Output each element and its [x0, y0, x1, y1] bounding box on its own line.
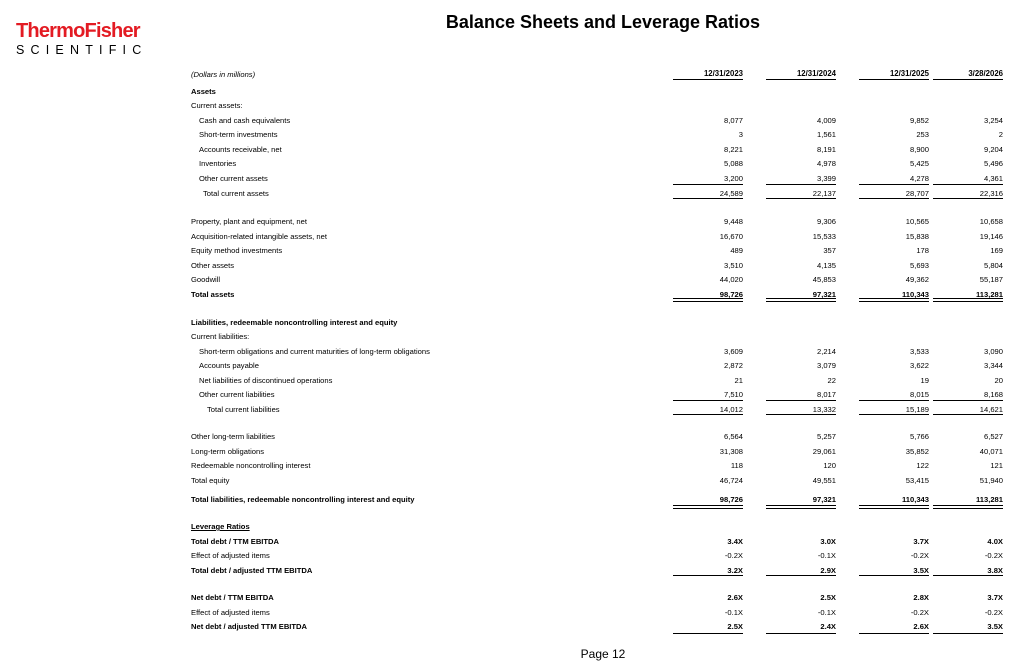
- cell-value: 24,589: [719, 189, 743, 198]
- total-rule: [859, 414, 929, 415]
- total-rule: [766, 505, 836, 506]
- table-row: [191, 447, 1007, 459]
- total-rule: [766, 508, 836, 509]
- row-label: Other assets: [191, 261, 235, 270]
- column-header: 3/28/2026: [933, 69, 1003, 80]
- total-rule: [766, 633, 836, 634]
- table-row: [191, 145, 1007, 157]
- cell-value: 49,551: [812, 476, 836, 485]
- cell-value: 121: [990, 461, 1003, 470]
- total-rule: [933, 400, 1003, 401]
- total-rule: [859, 633, 929, 634]
- total-rule: [933, 198, 1003, 199]
- cell-value: 8,900: [909, 145, 929, 154]
- cell-value: 2.6X: [913, 622, 929, 631]
- cell-value: 5,766: [909, 432, 929, 441]
- cell-value: 45,853: [812, 275, 836, 284]
- row-label: Other long-term liabilities: [191, 432, 275, 441]
- cell-value: 8,168: [983, 390, 1003, 399]
- row-label: Effect of adjusted items: [191, 551, 270, 560]
- total-rule: [859, 184, 929, 185]
- cell-value: 40,071: [979, 447, 1003, 456]
- cell-value: 3.2X: [727, 566, 743, 575]
- cell-value: 44,020: [719, 275, 743, 284]
- row-label: Current assets:: [191, 101, 243, 110]
- row-label: Net liabilities of discontinued operations: [199, 376, 333, 385]
- table-row: [191, 217, 1007, 229]
- table-row: [191, 87, 1007, 99]
- units-note: (Dollars in millions): [191, 70, 256, 79]
- total-rule: [673, 298, 743, 299]
- table-row: [191, 608, 1007, 620]
- cell-value: 357: [823, 246, 836, 255]
- cell-value: 6,527: [983, 432, 1003, 441]
- cell-value: 29,061: [812, 447, 836, 456]
- row-label: Current liabilities:: [191, 332, 250, 341]
- cell-value: 2.6X: [727, 593, 743, 602]
- cell-value: 21: [734, 376, 743, 385]
- cell-value: 2.5X: [727, 622, 743, 631]
- cell-value: -0.2X: [910, 608, 929, 617]
- column-header: 12/31/2024: [766, 69, 836, 80]
- cell-value: 253: [916, 130, 929, 139]
- cell-value: 5,425: [909, 159, 929, 168]
- table-row: [191, 232, 1007, 244]
- cell-value: 9,204: [983, 145, 1003, 154]
- balance-sheet-table: [191, 0, 1007, 640]
- cell-value: 22,137: [812, 189, 836, 198]
- cell-value: 3,533: [909, 347, 929, 356]
- cell-value: 3: [738, 130, 743, 139]
- total-rule: [859, 505, 929, 506]
- cell-value: 35,852: [905, 447, 929, 456]
- cell-value: 19: [920, 376, 929, 385]
- total-rule: [673, 184, 743, 185]
- cell-value: 28,707: [905, 189, 929, 198]
- cell-value: 122: [916, 461, 929, 470]
- row-label: Short-term obligations and current maturities of long-term obligations: [199, 347, 430, 356]
- cell-value: 8,077: [723, 116, 743, 125]
- total-rule: [766, 198, 836, 199]
- cell-value: 113,281: [975, 495, 1003, 504]
- cell-value: 3,609: [723, 347, 743, 356]
- total-rule: [933, 184, 1003, 185]
- total-rule: [933, 301, 1003, 302]
- table-row: [191, 347, 1007, 359]
- cell-value: 5,693: [909, 261, 929, 270]
- table-row: [191, 246, 1007, 258]
- cell-value: 3.4X: [727, 537, 743, 546]
- cell-value: 2,214: [816, 347, 836, 356]
- cell-value: 8,015: [909, 390, 929, 399]
- row-label: Total liabilities, redeemable noncontrolling interest and equity: [191, 495, 415, 504]
- table-row: [191, 318, 1007, 330]
- total-rule: [673, 633, 743, 634]
- total-rule: [673, 414, 743, 415]
- cell-value: 5,257: [816, 432, 836, 441]
- cell-value: 7,510: [723, 390, 743, 399]
- cell-value: 4,278: [909, 174, 929, 183]
- cell-value: 3,200: [723, 174, 743, 183]
- cell-value: 2.8X: [913, 593, 929, 602]
- total-rule: [933, 505, 1003, 506]
- cell-value: 19,146: [979, 232, 1003, 241]
- cell-value: 10,565: [905, 217, 929, 226]
- row-label: Inventories: [199, 159, 237, 168]
- cell-value: 110,343: [901, 290, 929, 299]
- total-rule: [766, 414, 836, 415]
- cell-value: 4,135: [816, 261, 836, 270]
- page-number: Page 12: [580, 647, 626, 661]
- total-rule: [933, 633, 1003, 634]
- column-header: 12/31/2023: [673, 69, 743, 80]
- table-row: [191, 101, 1007, 113]
- cell-value: 22: [827, 376, 836, 385]
- total-rule: [766, 400, 836, 401]
- cell-value: 5,804: [983, 261, 1003, 270]
- row-label: Effect of adjusted items: [191, 608, 270, 617]
- cell-value: 3.5X: [913, 566, 929, 575]
- cell-value: 2.9X: [820, 566, 836, 575]
- table-row: [191, 116, 1007, 128]
- cell-value: 3,090: [983, 347, 1003, 356]
- total-rule: [673, 198, 743, 199]
- cell-value: 118: [730, 461, 743, 470]
- row-label: Acquisition-related intangible assets, net: [191, 232, 327, 241]
- cell-value: 6,564: [723, 432, 743, 441]
- total-rule: [859, 298, 929, 299]
- cell-value: 3,254: [983, 116, 1003, 125]
- cell-value: 2: [998, 130, 1003, 139]
- total-rule: [673, 508, 743, 509]
- cell-value: 15,189: [905, 405, 929, 414]
- row-label: Total debt / adjusted TTM EBITDA: [191, 566, 313, 575]
- total-rule: [859, 575, 929, 576]
- total-rule: [766, 184, 836, 185]
- cell-value: 3,622: [909, 361, 929, 370]
- cell-value: -0.2X: [724, 551, 743, 560]
- row-label: Other current liabilities: [199, 390, 275, 399]
- total-rule: [933, 508, 1003, 509]
- cell-value: 3,079: [816, 361, 836, 370]
- table-row: [191, 432, 1007, 444]
- cell-value: 9,852: [909, 116, 929, 125]
- row-label: Assets: [191, 87, 216, 96]
- total-rule: [766, 301, 836, 302]
- table-row: [191, 275, 1007, 287]
- cell-value: 20: [994, 376, 1003, 385]
- row-label: Total current liabilities: [207, 405, 280, 414]
- row-label: Redeemable noncontrolling interest: [191, 461, 311, 470]
- cell-value: 3,344: [983, 361, 1003, 370]
- cell-value: 16,670: [719, 232, 743, 241]
- cell-value: 8,017: [816, 390, 836, 399]
- total-rule: [673, 575, 743, 576]
- company-logo: [16, 21, 166, 57]
- cell-value: 10,658: [979, 217, 1003, 226]
- cell-value: 15,838: [905, 232, 929, 241]
- total-rule: [859, 400, 929, 401]
- cell-value: 4,361: [983, 174, 1003, 183]
- cell-value: 98,726: [719, 290, 743, 299]
- cell-value: 9,306: [816, 217, 836, 226]
- cell-value: -0.1X: [817, 551, 836, 560]
- column-header: 12/31/2025: [859, 69, 929, 80]
- row-label: Net debt / TTM EBITDA: [191, 593, 274, 602]
- total-rule: [933, 414, 1003, 415]
- cell-value: 97,321: [812, 290, 836, 299]
- cell-value: -0.1X: [724, 608, 743, 617]
- cell-value: 2,872: [723, 361, 743, 370]
- row-label: Accounts receivable, net: [199, 145, 282, 154]
- cell-value: 97,321: [812, 495, 836, 504]
- cell-value: 5,088: [723, 159, 743, 168]
- table-row: [191, 376, 1007, 388]
- table-row: [191, 332, 1007, 344]
- row-label: Long-term obligations: [191, 447, 265, 456]
- row-label: Liabilities, redeemable noncontrolling interest and equity: [191, 318, 398, 327]
- cell-value: 55,187: [979, 275, 1003, 284]
- cell-value: 22,316: [979, 189, 1003, 198]
- cell-value: 4,978: [816, 159, 836, 168]
- row-label: Other current assets: [199, 174, 268, 183]
- total-rule: [766, 298, 836, 299]
- cell-value: 169: [990, 246, 1003, 255]
- total-rule: [859, 508, 929, 509]
- cell-value: 13,332: [812, 405, 836, 414]
- cell-value: 3,510: [723, 261, 743, 270]
- cell-value: 178: [916, 246, 929, 255]
- total-rule: [859, 301, 929, 302]
- table-row: [191, 159, 1007, 171]
- row-label: Net debt / adjusted TTM EBITDA: [191, 622, 308, 631]
- row-label: Cash and cash equivalents: [199, 116, 291, 125]
- table-row: [191, 461, 1007, 473]
- total-rule: [859, 198, 929, 199]
- cell-value: 110,343: [901, 495, 929, 504]
- cell-value: 3,399: [816, 174, 836, 183]
- page-title: Balance Sheets and Leverage Ratios: [445, 12, 761, 32]
- table-row: [191, 476, 1007, 488]
- total-rule: [766, 575, 836, 576]
- logo-wordmark: ThermoFisher: [16, 20, 140, 42]
- cell-value: 8,221: [723, 145, 743, 154]
- row-label: Leverage Ratios: [191, 522, 250, 531]
- cell-value: 51,940: [979, 476, 1003, 485]
- cell-value: 3.7X: [987, 593, 1003, 602]
- table-row: [191, 189, 1007, 201]
- table-row: [191, 361, 1007, 373]
- cell-value: 8,191: [816, 145, 836, 154]
- cell-value: 113,281: [975, 290, 1003, 299]
- row-label: Total debt / TTM EBITDA: [191, 537, 280, 546]
- cell-value: 31,308: [719, 447, 743, 456]
- row-label: Goodwill: [191, 275, 221, 284]
- row-label: Total current assets: [203, 189, 269, 198]
- row-label: Accounts payable: [199, 361, 259, 370]
- cell-value: 3.0X: [820, 537, 836, 546]
- cell-value: 14,012: [719, 405, 743, 414]
- cell-value: 4.0X: [987, 537, 1003, 546]
- cell-value: 14,621: [979, 405, 1003, 414]
- table-row: [191, 593, 1007, 605]
- cell-value: 1,561: [816, 130, 836, 139]
- total-rule: [673, 505, 743, 506]
- table-row: [191, 551, 1007, 563]
- cell-value: 3.7X: [913, 537, 929, 546]
- cell-value: -0.1X: [817, 608, 836, 617]
- table-row: [191, 522, 1007, 534]
- table-row: [191, 261, 1007, 273]
- cell-value: 489: [730, 246, 743, 255]
- logo-tagline: SCIENTIFIC: [16, 43, 148, 57]
- row-label: Total assets: [191, 290, 235, 299]
- table-row: [191, 566, 1007, 578]
- total-rule: [933, 298, 1003, 299]
- cell-value: 4,009: [816, 116, 836, 125]
- row-label: Equity method investments: [191, 246, 283, 255]
- cell-value: 49,362: [905, 275, 929, 284]
- cell-value: 15,533: [812, 232, 836, 241]
- cell-value: 2.4X: [820, 622, 836, 631]
- cell-value: 3.8X: [987, 566, 1003, 575]
- cell-value: -0.2X: [984, 608, 1003, 617]
- cell-value: 9,448: [723, 217, 743, 226]
- cell-value: 2.5X: [820, 593, 836, 602]
- cell-value: 46,724: [719, 476, 743, 485]
- row-label: Total equity: [191, 476, 230, 485]
- cell-value: 53,415: [905, 476, 929, 485]
- table-row: [191, 130, 1007, 142]
- cell-value: -0.2X: [984, 551, 1003, 560]
- table-row: [191, 537, 1007, 549]
- row-label: Property, plant and equipment, net: [191, 217, 307, 226]
- cell-value: 120: [823, 461, 836, 470]
- cell-value: -0.2X: [910, 551, 929, 560]
- row-label: Short-term investments: [199, 130, 278, 139]
- total-rule: [673, 400, 743, 401]
- cell-value: 5,496: [983, 159, 1003, 168]
- cell-value: 98,726: [719, 495, 743, 504]
- table-row: [191, 405, 1007, 417]
- total-rule: [673, 301, 743, 302]
- total-rule: [933, 575, 1003, 576]
- cell-value: 3.5X: [987, 622, 1003, 631]
